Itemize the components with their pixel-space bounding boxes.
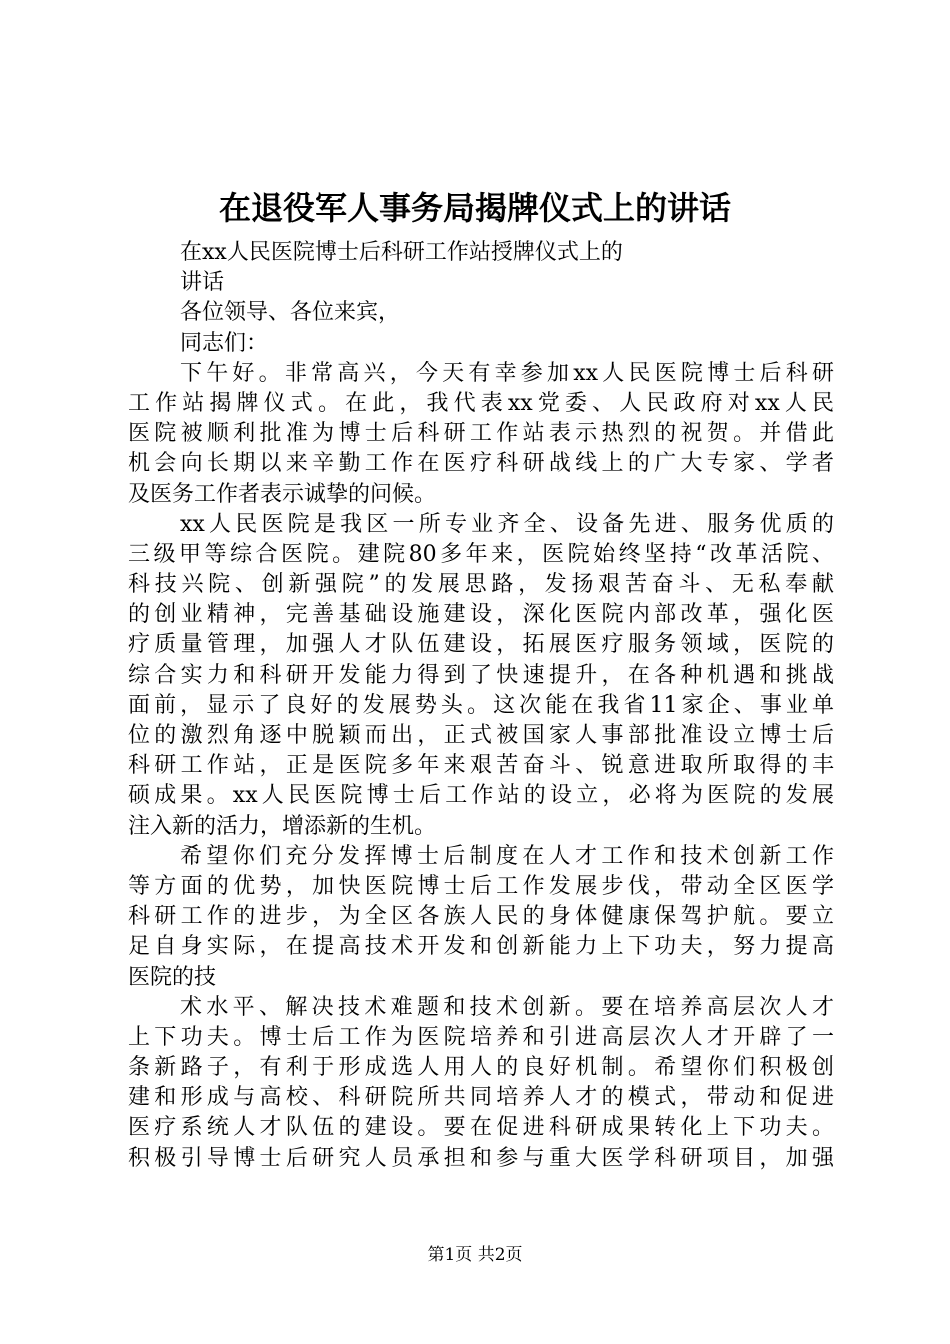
text-line: 注入新的活力，增添新的生机。	[128, 813, 437, 839]
text-line: 及医务工作者表示诚挚的问候。	[128, 481, 437, 507]
text-line: 三级甲等综合医院。建院80多年来，医院始终坚持“改革活院、	[128, 541, 834, 567]
text-line: 医院的技	[128, 964, 217, 990]
text-line: 硕成果。xx人民医院博士后工作站的设立，必将为医院的发展	[128, 783, 834, 809]
page-footer: 第1页 共2页	[427, 1245, 523, 1265]
text-line: 科技兴院、创新强院”的发展思路，发扬艰苦奋斗、无私奉献	[128, 572, 834, 598]
text-line: 的创业精神，完善基础设施建设，深化医院内部改革，强化医	[128, 602, 834, 628]
text-line: 面前，显示了良好的发展势头。这次能在我省11家企、事业单	[128, 692, 834, 718]
text-line: xx人民医院是我区一所专业齐全、设备先进、服务优质的	[180, 511, 834, 537]
text-line: 同志们：	[180, 330, 269, 356]
text-line: 上下功夫。博士后工作为医院培养和引进高层次人才开辟了一	[128, 1024, 834, 1050]
text-line: 医院被顺利批准为博士后科研工作站表示热烈的祝贺。并借此	[128, 421, 834, 447]
text-line: 希望你们充分发挥博士后制度在人才工作和技术创新工作	[180, 843, 834, 869]
text-line: 综合实力和科研开发能力得到了快速提升，在各种机遇和挑战	[128, 662, 834, 688]
text-line: 建和形成与高校、科研院所共同培养人才的模式，带动和促进	[128, 1085, 834, 1111]
document-title: 在退役军人事务局揭牌仪式上的讲话	[218, 189, 731, 227]
text-line: 足自身实际，在提高技术开发和创新能力上下功夫，努力提高	[128, 934, 834, 960]
text-line: 讲话	[180, 270, 225, 296]
text-line: 下午好。非常高兴，今天有幸参加xx人民医院博士后科研	[180, 360, 834, 386]
text-line: 术水平、解决技术难题和技术创新。要在培养高层次人才	[180, 994, 834, 1020]
text-line: 积极引导博士后研究人员承担和参与重大医学科研项目，加强	[128, 1145, 834, 1171]
text-line: 疗质量管理，加强人才队伍建设，拓展医疗服务领域，医院的	[128, 632, 834, 658]
text-line: 工作站揭牌仪式。在此，我代表xx党委、人民政府对xx人民	[128, 390, 834, 416]
text-line: 各位领导、各位来宾，	[180, 300, 401, 326]
text-line: 在xx人民医院博士后科研工作站授牌仪式上的	[180, 240, 623, 265]
text-line: 位的激烈角逐中脱颖而出，正式被国家人事部批准设立博士后	[128, 723, 834, 748]
text-line: 科研工作站，正是医院多年来艰苦奋斗、锐意进取所取得的丰	[128, 753, 834, 779]
text-line: 科研工作的进步，为全区各族人民的身体健康保驾护航。要立	[128, 904, 834, 930]
text-line: 医疗系统人才队伍的建设。要在促进科研成果转化上下功夫。	[128, 1115, 834, 1141]
text-line: 机会向长期以来辛勤工作在医疗科研战线上的广大专家、学者	[128, 451, 834, 477]
document-body	[128, 238, 834, 1174]
text-line: 条新路子，有利于形成选人用人的良好机制。希望你们积极创	[128, 1055, 834, 1081]
text-line: 等方面的优势，加快医院博士后工作发展步伐，带动全区医学	[128, 873, 834, 899]
